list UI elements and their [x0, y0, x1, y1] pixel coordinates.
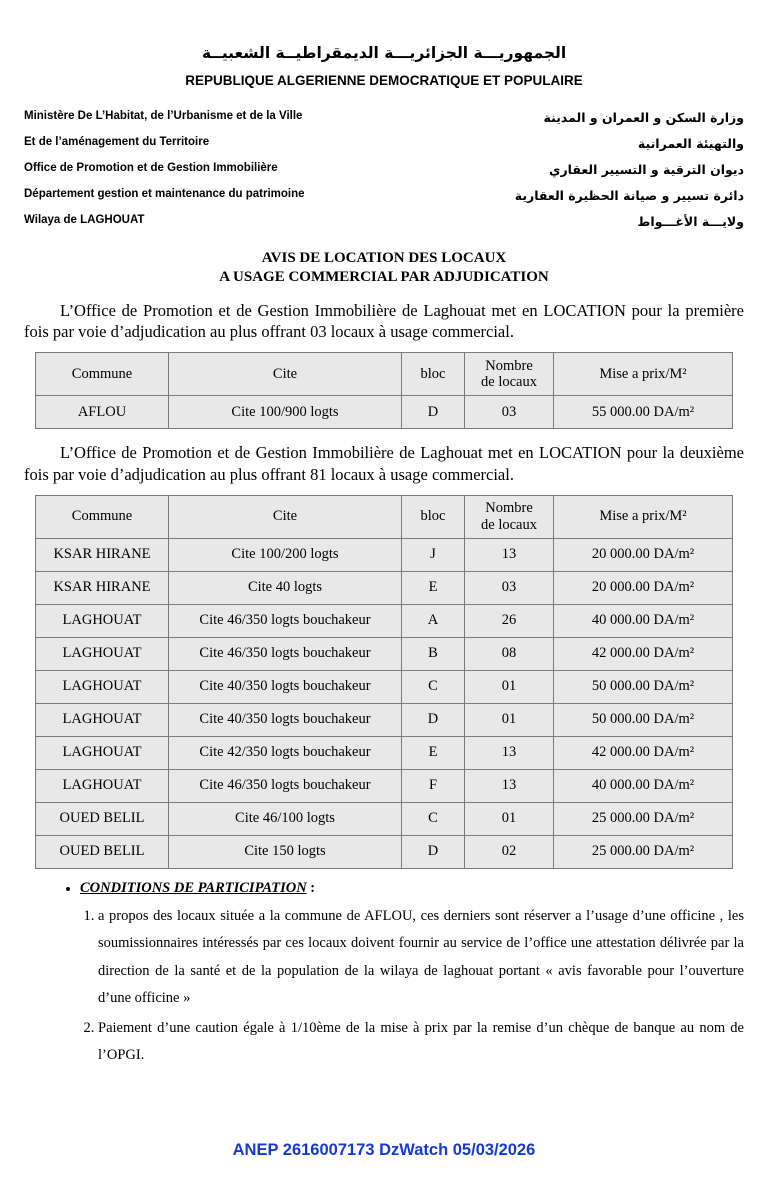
table-row: [36, 637, 733, 670]
cell-bloc: C: [402, 670, 465, 703]
cell-bloc: A: [402, 604, 465, 637]
column-header-cite: Cite: [169, 353, 402, 396]
table-row: [36, 604, 733, 637]
column-header-bloc: bloc: [402, 353, 465, 396]
header-left-text: Et de l’aménagement du Territoire: [24, 136, 210, 148]
conditions-colon: :: [306, 879, 316, 896]
cell-prix: 42 000.00 DA/m²: [554, 736, 733, 769]
header-right-text: ولايـــة الأغـــواط: [637, 214, 744, 229]
table-header-row: [36, 495, 733, 538]
table-row: [36, 571, 733, 604]
cell-cite: Cite 42/350 logts bouchakeur: [169, 736, 402, 769]
column-header-nombre: [465, 495, 554, 538]
cell-commune: AFLOU: [36, 396, 169, 429]
conditions-section: [24, 879, 744, 1070]
notice-title: [24, 249, 744, 287]
header-left-text: Département gestion et maintenance du patrimoine: [24, 188, 305, 200]
header-right-text: ديوان الترقية و التسيير العقاري: [549, 162, 744, 177]
cell-prix: 40 000.00 DA/m²: [554, 604, 733, 637]
cell-bloc: D: [402, 835, 465, 868]
header-left-text: Ministère De L’Habitat, de l’Urbanisme et de la Ville: [24, 110, 303, 122]
arabic-republic-title: الجمهوريـــة الجزائريـــة الديمقراطيــة الشعبيــة: [201, 44, 567, 62]
cell-nombre: 26: [465, 604, 554, 637]
cell-bloc: E: [402, 736, 465, 769]
cell-nombre: 01: [465, 703, 554, 736]
table-row: [36, 736, 733, 769]
cell-cite: Cite 46/350 logts bouchakeur: [169, 769, 402, 802]
table-row: [36, 769, 733, 802]
column-header-cite: Cite: [169, 495, 402, 538]
header-left-text: Wilaya de LAGHOUAT: [24, 214, 145, 226]
cell-prix: 25 000.00 DA/m²: [554, 802, 733, 835]
column-header-commune: Commune: [36, 353, 169, 396]
cell-nombre: 02: [465, 835, 554, 868]
cell-nombre: 03: [465, 571, 554, 604]
table-header-row: [36, 353, 733, 396]
cell-cite: Cite 46/350 logts bouchakeur: [169, 637, 402, 670]
cell-cite: Cite 46/350 logts bouchakeur: [169, 604, 402, 637]
column-header-commune: Commune: [36, 495, 169, 538]
column-header-prix: Mise a prix/M²: [554, 353, 733, 396]
cell-commune: LAGHOUAT: [36, 736, 169, 769]
header-left-text: Office de Promotion et de Gestion Immobilière: [24, 162, 278, 174]
column-header-nombre-line1: Nombre: [485, 500, 533, 517]
cell-commune: OUED BELIL: [36, 835, 169, 868]
cell-bloc: C: [402, 802, 465, 835]
cell-prix: 25 000.00 DA/m²: [554, 835, 733, 868]
cell-commune: LAGHOUAT: [36, 769, 169, 802]
cell-commune: LAGHOUAT: [36, 604, 169, 637]
cell-commune: LAGHOUAT: [36, 637, 169, 670]
cell-bloc: J: [402, 538, 465, 571]
ministry-header-block: [24, 110, 744, 229]
cell-nombre: 08: [465, 637, 554, 670]
section2-table: [35, 495, 733, 869]
cell-prix: 50 000.00 DA/m²: [554, 703, 733, 736]
table-row: [36, 670, 733, 703]
cell-prix: 55 000.00 DA/m²: [554, 396, 733, 429]
column-header-prix: Mise a prix/M²: [554, 495, 733, 538]
french-republic-title: REPUBLIQUE ALGERIENNE DEMOCRATIQUE ET POPULAIRE: [185, 73, 583, 88]
conditions-heading-item: [80, 879, 744, 897]
section1-table: [35, 352, 733, 429]
notice-title-line1: AVIS DE LOCATION DES LOCAUX: [261, 250, 507, 266]
anep-footer: ANEP 2616007173 DzWatch 05/03/2026: [232, 1141, 536, 1159]
cell-nombre: 13: [465, 736, 554, 769]
notice-title-line2: A USAGE COMMERCIAL PAR ADJUDICATION: [219, 268, 549, 285]
document-page: [0, 44, 768, 1182]
cell-nombre: 03: [465, 396, 554, 429]
column-header-nombre-line2: de locaux: [481, 374, 537, 391]
list-item: 2. Paiement d’une caution égale à 1/10ème de la mise à prix par la remise d’un chèque de banque au nom de l’OPGI.: [98, 1015, 744, 1070]
table-row: [36, 396, 733, 429]
cell-commune: OUED BELIL: [36, 802, 169, 835]
section2-paragraph: L’Office de Promotion et de Gestion Immobilière de Laghouat met en LOCATION pour la deuxième fois par voie d’adjudication au plus offrant 81 locaux à usage commercial.: [24, 443, 744, 484]
header-right-text: دائرة تسيير و صيانة الحظيرة العقارية: [514, 188, 744, 203]
cell-cite: Cite 40/350 logts bouchakeur: [169, 670, 402, 703]
table-row: [36, 835, 733, 868]
cell-cite: Cite 40 logts: [169, 571, 402, 604]
cell-commune: KSAR HIRANE: [36, 571, 169, 604]
column-header-nombre: [465, 353, 554, 396]
cell-commune: LAGHOUAT: [36, 670, 169, 703]
cell-bloc: D: [402, 396, 465, 429]
section1-paragraph: L’Office de Promotion et de Gestion Immobilière de Laghouat met en LOCATION pour la première fois par voie d’adjudication au plus offrant 03 locaux à usage commercial.: [24, 300, 744, 342]
cell-cite: Cite 40/350 logts bouchakeur: [169, 703, 402, 736]
cell-nombre: 01: [465, 670, 554, 703]
cell-cite: Cite 150 logts: [169, 835, 402, 868]
list-item: 1. a propos des locaux située a la commune de AFLOU, ces derniers sont réserver a l’usage d’une officine , les soumissionnaires intéressés par ces locaux doivent fournir au service de l’office une attestation délivrée par la direction de la santé et de la population de la wilaya de laghouat portant « avis favorable pour l’ouverture d’une officine »: [98, 903, 744, 1013]
header-row: [24, 214, 744, 229]
header-row: [24, 136, 744, 151]
cell-bloc: B: [402, 637, 465, 670]
cell-nombre: 13: [465, 538, 554, 571]
header-right-text: والتهيئة العمرانية: [637, 136, 744, 151]
header-row: [24, 162, 744, 177]
header-row: [24, 188, 744, 203]
column-header-nombre-line2: de locaux: [481, 516, 537, 533]
cell-cite: Cite 46/100 logts: [169, 802, 402, 835]
cell-nombre: 01: [465, 802, 554, 835]
conditions-title: CONDITIONS DE PARTICIPATION: [80, 879, 307, 896]
table-row: [36, 538, 733, 571]
table-row: [36, 703, 733, 736]
cell-prix: 40 000.00 DA/m²: [554, 769, 733, 802]
cell-bloc: D: [402, 703, 465, 736]
cell-bloc: F: [402, 769, 465, 802]
conditions-numbered-list: [58, 903, 744, 1070]
header-row: [24, 110, 744, 125]
table-row: [36, 802, 733, 835]
header-right-text: وزارة السكن و العمران و المدينة: [543, 110, 744, 125]
cell-prix: 42 000.00 DA/m²: [554, 637, 733, 670]
cell-nombre: 13: [465, 769, 554, 802]
conditions-bullet-list: [58, 879, 744, 897]
column-header-bloc: bloc: [402, 495, 465, 538]
cell-cite: Cite 100/200 logts: [169, 538, 402, 571]
cell-bloc: E: [402, 571, 465, 604]
cell-commune: LAGHOUAT: [36, 703, 169, 736]
cell-commune: KSAR HIRANE: [36, 538, 169, 571]
cell-prix: 20 000.00 DA/m²: [554, 538, 733, 571]
cell-prix: 50 000.00 DA/m²: [554, 670, 733, 703]
column-header-nombre-line1: Nombre: [485, 357, 533, 374]
cell-prix: 20 000.00 DA/m²: [554, 571, 733, 604]
cell-cite: Cite 100/900 logts: [169, 396, 402, 429]
